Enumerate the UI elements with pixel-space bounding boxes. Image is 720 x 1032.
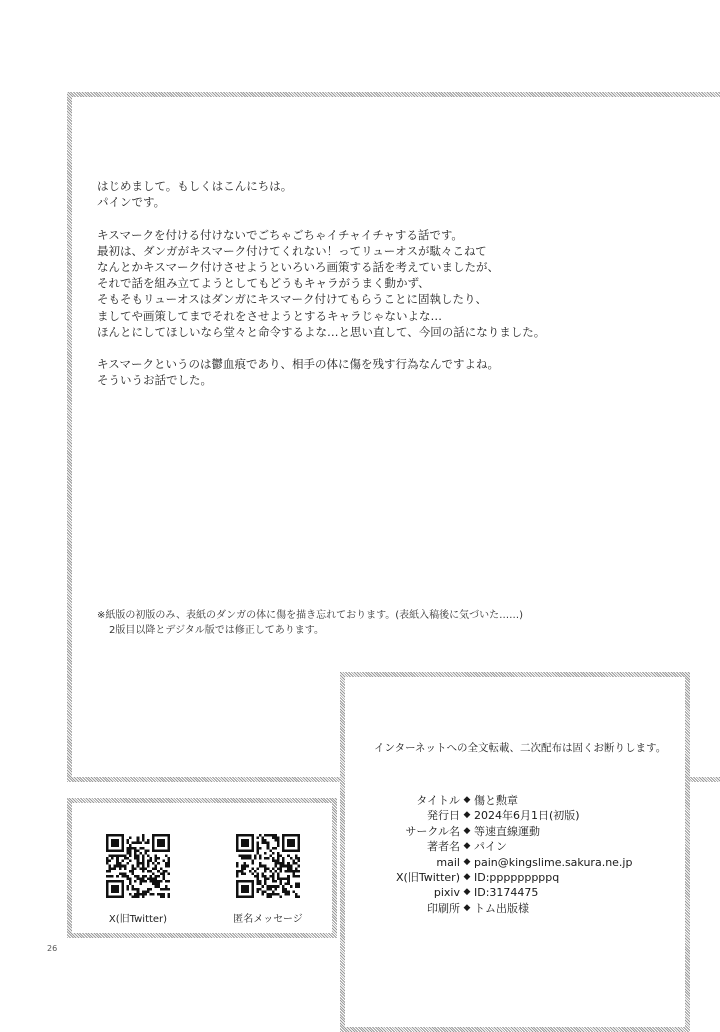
- colophon-row-date: 発行日 ◆ 2024年6月1日(初版): [427, 809, 580, 823]
- text-line: キスマークを付ける付けないでごちゃごちゃイチャイチャする話です。: [97, 227, 463, 242]
- diamond-bullet: ◆: [463, 841, 471, 852]
- colophon-row-pixiv: pixiv ◆ ID:3174475: [433, 886, 539, 900]
- diamond-bullet: ◆: [463, 887, 471, 898]
- page-number: 26: [47, 944, 58, 953]
- qr-label-anonymous-message: 匿名メッセージ: [233, 914, 303, 925]
- paragraph-greeting: [97, 178, 545, 210]
- diamond-bullet: ◆: [463, 872, 471, 883]
- text-line: ましてや画策してまでそれをさせようとするキャラじゃないよな…: [97, 308, 442, 323]
- colophon-row-author: 著者名 ◆ パイン: [427, 840, 507, 854]
- colophon-row-title: タイトル ◆ 傷と勲章: [416, 794, 518, 807]
- mail-link[interactable]: pain@kingslime.sakura.ne.jp: [474, 855, 633, 869]
- afterword-letter: [97, 178, 545, 405]
- text-line: キスマークというのは鬱血痕であり、相手の体に傷を残す行為なんですよね。: [97, 357, 500, 372]
- qr-code-x[interactable]: [106, 834, 170, 898]
- errata-note: [97, 608, 523, 638]
- colophon-row-x: X(旧Twitter) ◆ ID:pppppppppq: [396, 871, 560, 885]
- diamond-bullet: ◆: [463, 810, 471, 821]
- qr-code-anonymous-message[interactable]: [236, 834, 300, 898]
- text-line: それで話を組み立てようとしてもどうもキャラがうまく動かず、: [97, 276, 430, 291]
- text-line: ほんとにしてほしいなら堂々と命令するよな…と思い直して、今回の話になりました。: [97, 324, 546, 339]
- colophon-row-circle: サークル名 ◆ 等速直線運動: [405, 824, 540, 838]
- errata-line-2: 2版目以降とデジタル版では修正してあります。: [109, 625, 324, 636]
- errata-line-1: ※紙版の初版のみ、表紙のダンガの体に傷を描き忘れております。(表紙入稿後に気づいた……): [97, 610, 524, 621]
- text-line: そういうお話でした。: [97, 373, 212, 388]
- colophon-row-mail: mail ◆ pain@kingslime.sakura.ne.jp: [436, 855, 633, 869]
- paragraph-story: [97, 227, 545, 340]
- diamond-bullet: ◆: [463, 856, 471, 867]
- text-line: 最初は、ダンガがキスマーク付けてくれない！ってリューオスが駄々こねて: [97, 243, 487, 258]
- diamond-bullet: ◆: [463, 795, 471, 805]
- text-line: パインです。: [97, 195, 166, 210]
- paragraph-closing: [97, 356, 545, 388]
- diamond-bullet: ◆: [463, 902, 471, 913]
- reprint-notice: インターネットへの全文転載、二次配布は固くお断りします。: [374, 742, 667, 754]
- text-line: なんとかキスマーク付けさせようといろいろ画策する話を考えていましたが、: [97, 260, 500, 274]
- colophon: [360, 793, 632, 916]
- text-line: はじめまして。もしくはこんにちは。: [97, 179, 293, 193]
- qr-label-x: X(旧Twitter): [108, 914, 168, 925]
- colophon-row-printer: 印刷所 ◆ トム出版様: [427, 901, 529, 915]
- text-line: そもそもリューオスはダンガにキスマーク付けてもらうことに固執したり、: [97, 292, 487, 307]
- diamond-bullet: ◆: [463, 825, 471, 836]
